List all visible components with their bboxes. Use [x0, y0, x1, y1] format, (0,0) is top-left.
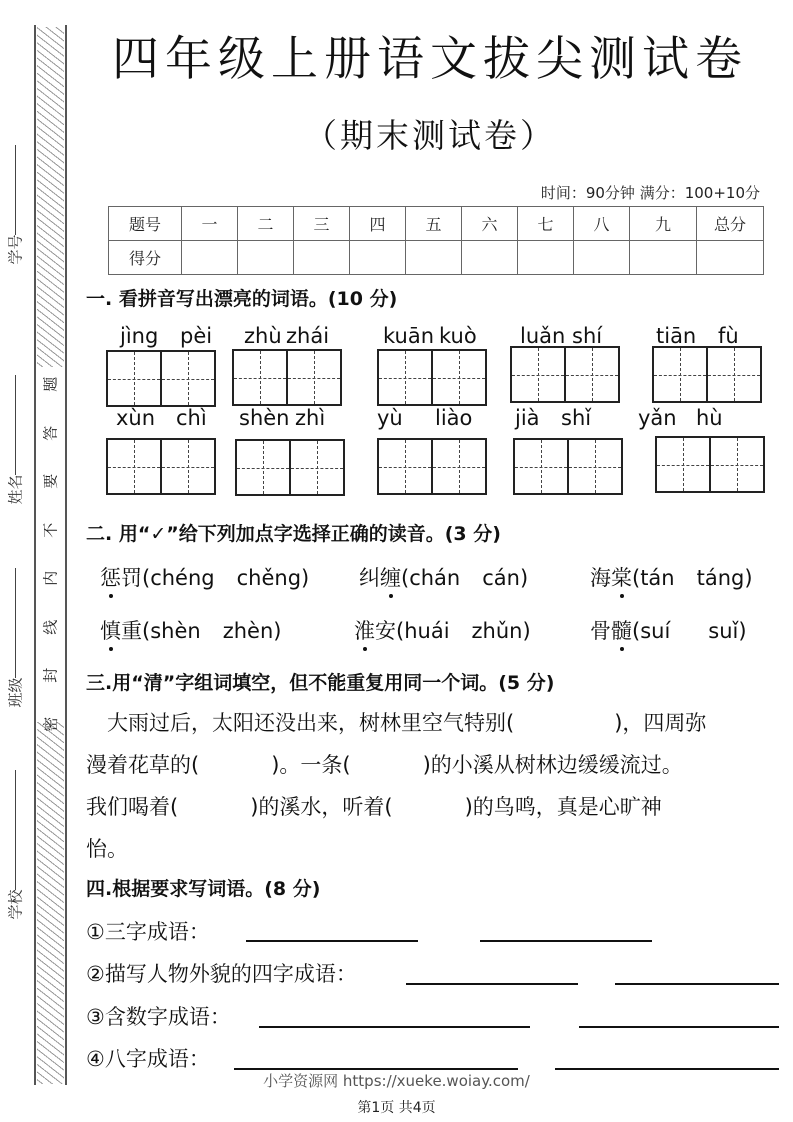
reading-option[interactable]: zhǔn	[471, 619, 523, 643]
class-label: 班级	[6, 677, 25, 708]
dotted-char: 缠	[380, 566, 401, 590]
hatch-top	[37, 27, 64, 367]
section-1-title: 一. 看拼音写出漂亮的词语。(10 分)	[86, 288, 398, 310]
seal-word: 线	[41, 619, 60, 635]
reading-option[interactable]: shèn	[150, 619, 201, 643]
school-line[interactable]	[15, 770, 16, 890]
pinyin: pèi	[180, 324, 213, 348]
score-cell[interactable]	[238, 241, 294, 275]
paragraph-line: 大雨过后，太阳还没出来，树林里空气特别( )，四周弥	[86, 711, 707, 735]
writing-grid[interactable]	[655, 436, 765, 493]
student-id-line[interactable]	[15, 145, 16, 235]
class-field[interactable]	[3, 568, 27, 708]
reading-item: 慎重(shèn zhèn)	[100, 619, 282, 643]
writing-grid[interactable]	[235, 439, 345, 496]
answer-line[interactable]	[480, 940, 652, 942]
pinyin: zhù	[244, 324, 282, 348]
pinyin: yù	[377, 406, 403, 430]
pinyin: liào	[435, 406, 473, 430]
writing-grid[interactable]	[106, 438, 216, 495]
fill-in-paragraph	[86, 702, 791, 870]
seal-word: 密	[41, 716, 60, 732]
seal-word: 答	[41, 425, 60, 441]
pinyin: luǎn	[520, 324, 566, 348]
name-field[interactable]	[3, 375, 27, 505]
reading-option[interactable]: huái	[404, 619, 450, 643]
reading-item: 淮安(huái zhǔn)	[354, 619, 531, 643]
pinyin: kuān	[383, 324, 435, 348]
pinyin: zhì	[295, 406, 326, 430]
pinyin: yǎn	[638, 406, 677, 430]
dotted-char: 淮	[354, 619, 375, 643]
idiom-item-label: ③含数字成语：	[86, 1005, 231, 1029]
reading-option[interactable]: táng	[696, 566, 745, 590]
header-cell: 五	[406, 207, 462, 241]
header-cell: 七	[518, 207, 574, 241]
reading-option[interactable]: cán	[482, 566, 520, 590]
reading-option[interactable]: chěng	[236, 566, 302, 590]
pinyin: kuò	[439, 324, 477, 348]
pinyin: shèn	[239, 406, 290, 430]
dotted-char: 棠	[611, 566, 632, 590]
page-title: 四年级上册语文拔尖测试卷	[112, 32, 748, 87]
answer-line[interactable]	[259, 1026, 530, 1028]
page-subtitle: （期末测试卷）	[304, 116, 556, 155]
header-cell: 二	[238, 207, 294, 241]
pinyin: shí	[572, 324, 603, 348]
section-2-title: 二. 用“✓”给下列加点字选择正确的读音。(3 分)	[86, 523, 501, 545]
answer-line[interactable]	[246, 940, 418, 942]
binding-line-right	[65, 25, 67, 1085]
reading-item: 骨髓(suí suǐ)	[590, 619, 747, 643]
reading-item: 纠缠(chán cán)	[359, 566, 529, 590]
student-id-label: 学号	[6, 234, 25, 265]
seal-word: 题	[41, 376, 60, 392]
score-table	[108, 206, 764, 275]
pinyin: xùn	[116, 406, 156, 430]
school-field[interactable]	[3, 770, 27, 920]
reading-option[interactable]: suí	[640, 619, 671, 643]
answer-line[interactable]	[579, 1026, 779, 1028]
dotted-char: 髓	[611, 619, 632, 643]
score-cell[interactable]	[182, 241, 238, 275]
seal-word: 要	[41, 473, 60, 489]
header-cell: 一	[182, 207, 238, 241]
header-cell: 九	[630, 207, 697, 241]
pinyin: tiān	[656, 324, 697, 348]
score-cell[interactable]	[350, 241, 406, 275]
score-table-header-row	[109, 207, 764, 241]
writing-grid[interactable]	[377, 438, 487, 495]
class-line[interactable]	[15, 568, 16, 678]
writing-grid[interactable]	[377, 349, 487, 406]
answer-line[interactable]	[406, 983, 578, 985]
paragraph-line: 漫着花草的( )。一条( )的小溪从树林边缓缓流过。	[86, 753, 683, 777]
pinyin: jìng	[120, 324, 159, 348]
header-cell: 四	[350, 207, 406, 241]
page-number: 第1页 共4页	[357, 1100, 436, 1116]
binding-line-left	[34, 25, 36, 1085]
seal-word: 封	[41, 667, 60, 683]
paragraph-line: 怡。	[86, 837, 128, 861]
answer-line[interactable]	[615, 983, 779, 985]
dotted-char: 慎	[100, 619, 121, 643]
pinyin: fù	[718, 324, 739, 348]
seal-word: 内	[41, 570, 60, 586]
idiom-item-label: ②描写人物外貌的四字成语：	[86, 962, 357, 986]
score-cell[interactable]	[630, 241, 697, 275]
paragraph-line: 我们喝着( )的溪水，听着( )的鸟鸣，真是心旷神	[86, 795, 662, 819]
seal-word: 不	[41, 522, 60, 538]
school-label: 学校	[6, 889, 25, 920]
score-cell[interactable]	[574, 241, 630, 275]
reading-item: 惩罚(chéng chěng)	[100, 566, 310, 590]
writing-grid[interactable]	[106, 350, 216, 407]
header-cell: 三	[294, 207, 350, 241]
pinyin: hù	[696, 406, 723, 430]
score-cell[interactable]	[462, 241, 518, 275]
watermark: 小学资源网 https://xueke.woiay.com/	[263, 1072, 530, 1090]
writing-grid[interactable]	[652, 346, 762, 403]
header-cell: 六	[462, 207, 518, 241]
score-cell[interactable]	[294, 241, 350, 275]
student-id-field[interactable]	[3, 145, 27, 265]
section-3-title: 三.用“清”字组词填空，但不能重复用同一个词。(5 分)	[86, 672, 555, 694]
pinyin: chì	[176, 406, 207, 430]
reading-item: 海棠(tán táng)	[590, 566, 753, 590]
exam-meta: 时间：90分钟 满分：100+10分	[540, 184, 760, 202]
idiom-item-label: ①三字成语：	[86, 920, 210, 944]
header-cell: 总分	[697, 207, 764, 241]
reading-option[interactable]: suǐ	[708, 619, 739, 643]
score-cell[interactable]	[406, 241, 462, 275]
pinyin: shǐ	[561, 406, 592, 430]
hatch-bottom	[37, 722, 64, 1084]
writing-grid[interactable]	[232, 349, 342, 406]
dotted-char: 惩	[100, 566, 121, 590]
name-line[interactable]	[15, 375, 16, 475]
header-cell: 题号	[109, 207, 182, 241]
score-table-score-row	[109, 241, 764, 275]
section-4-title: 四.根据要求写词语。(8 分)	[86, 878, 321, 900]
name-label: 姓名	[6, 474, 25, 505]
writing-grid[interactable]	[513, 438, 623, 495]
reading-option[interactable]: zhèn	[222, 619, 274, 643]
seal-line-words	[40, 360, 62, 748]
pinyin: zhái	[286, 324, 330, 348]
idiom-item-label: ④八字成语：	[86, 1047, 210, 1071]
score-cell[interactable]	[518, 241, 574, 275]
reading-option[interactable]: tán	[640, 566, 675, 590]
header-cell: 得分	[109, 241, 182, 275]
score-cell[interactable]	[697, 241, 764, 275]
reading-option[interactable]: chéng	[150, 566, 215, 590]
pinyin: jià	[515, 406, 540, 430]
reading-option[interactable]: chán	[409, 566, 461, 590]
writing-grid[interactable]	[510, 346, 620, 403]
header-cell: 八	[574, 207, 630, 241]
